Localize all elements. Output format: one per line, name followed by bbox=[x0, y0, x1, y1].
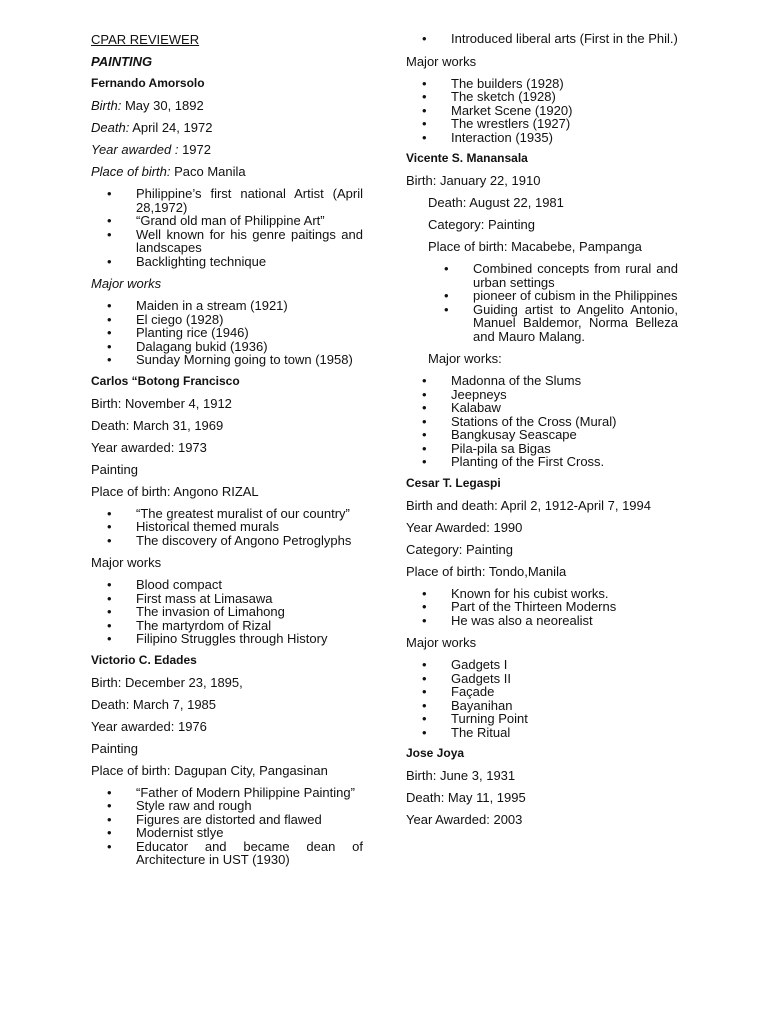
document-header: CPAR REVIEWER bbox=[91, 32, 200, 47]
list-item: • He was also a neorealist bbox=[406, 614, 678, 628]
francisco-works bbox=[91, 578, 363, 646]
list-item: • First mass at Limasawa bbox=[91, 592, 363, 606]
artist-name-amorsolo: Fernando Amorsolo bbox=[91, 76, 205, 90]
manansala-works-label: Major works: bbox=[428, 351, 502, 366]
list-item: • Educator and became dean of Architecture in UST (1930) bbox=[91, 840, 363, 867]
artist-name-francisco: Carlos “Botong Francisco bbox=[91, 373, 240, 388]
list-item: • Gadgets II bbox=[406, 672, 678, 686]
list-item: • Façade bbox=[406, 685, 678, 699]
right-column bbox=[406, 32, 678, 827]
francisco-year: Year awarded: 1973 bbox=[91, 439, 207, 455]
list-item: • Jeepneys bbox=[406, 388, 678, 402]
amorsolo-death: Death: April 24, 1972 bbox=[91, 120, 213, 135]
list-item: • Pila-pila sa Bigas bbox=[406, 442, 678, 456]
list-item: • Planting rice (1946) bbox=[91, 326, 363, 340]
legaspi-category: Category: Painting bbox=[406, 541, 513, 557]
artist-name-manansala: Vicente S. Manansala bbox=[406, 151, 528, 165]
amorsolo-works bbox=[91, 299, 363, 367]
amorsolo-works-label: Major works bbox=[91, 276, 162, 291]
amorsolo-place: Place of birth: Paco Manila bbox=[91, 164, 246, 179]
edades-place: Place of birth: Dagupan City, Pangasinan bbox=[91, 762, 328, 778]
list-item: • Well known for his genre paitings and landscapes bbox=[91, 228, 363, 255]
edades-birth: Birth: December 23, 1895, bbox=[91, 674, 243, 690]
artist-name-legaspi: Cesar T. Legaspi bbox=[406, 475, 501, 490]
manansala-death: Death: August 22, 1981 bbox=[428, 195, 564, 210]
list-item: • Turning Point bbox=[406, 712, 678, 726]
list-item: • Known for his cubist works. bbox=[406, 587, 678, 601]
list-item: • Guiding artist to Angelito Antonio, Manuel Baldemor, Norma Belleza and Mauro Malang. bbox=[406, 303, 678, 344]
list-item: • Filipino Struggles through History bbox=[91, 632, 363, 646]
list-item: • Backlighting technique bbox=[91, 255, 363, 269]
joya-birth: Birth: June 3, 1931 bbox=[406, 768, 516, 783]
list-item: • Philippine’s first national Artist (April 28,1972) bbox=[91, 187, 363, 214]
list-item: • Kalabaw bbox=[406, 401, 678, 415]
list-item: • Historical themed murals bbox=[91, 520, 363, 534]
francisco-death: Death: March 31, 1969 bbox=[91, 417, 224, 433]
list-item: • Interaction (1935) bbox=[406, 131, 678, 145]
list-item: • The invasion of Limahong bbox=[91, 605, 363, 619]
manansala-category: Category: Painting bbox=[428, 217, 535, 232]
joya-death: Death: May 11, 1995 bbox=[406, 790, 526, 805]
manansala-facts bbox=[406, 262, 678, 343]
manansala-works bbox=[406, 374, 678, 469]
list-item: • Bangkusay Seascape bbox=[406, 428, 678, 442]
edades-works-label: Major works bbox=[406, 53, 477, 69]
list-item: • Figures are distorted and flawed bbox=[91, 813, 363, 827]
list-item: • Introduced liberal arts (First in the Phil.) bbox=[406, 32, 678, 46]
list-item: • “Father of Modern Philippine Painting” bbox=[91, 786, 363, 800]
amorsolo-year: Year awarded : 1972 bbox=[91, 142, 211, 157]
list-item: • Madonna of the Slums bbox=[406, 374, 678, 388]
manansala-place: Place of birth: Macabebe, Pampanga bbox=[428, 239, 642, 254]
francisco-category: Painting bbox=[91, 461, 138, 477]
list-item: • pioneer of cubism in the Philippines bbox=[406, 289, 678, 303]
legaspi-birth-death: Birth and death: April 2, 1912-April 7, 1994 bbox=[406, 497, 651, 513]
list-item: • The builders (1928) bbox=[406, 77, 678, 91]
left-column bbox=[91, 32, 363, 867]
list-item: • Blood compact bbox=[91, 578, 363, 592]
legaspi-works bbox=[406, 658, 678, 739]
list-item: • Style raw and rough bbox=[91, 799, 363, 813]
list-item: • Dalagang bukid (1936) bbox=[91, 340, 363, 354]
list-item: • The Ritual bbox=[406, 726, 678, 740]
edades-category: Painting bbox=[91, 740, 138, 756]
list-item: • The martyrdom of Rizal bbox=[91, 619, 363, 633]
list-item: • The wrestlers (1927) bbox=[406, 117, 678, 131]
list-item: • Part of the Thirteen Moderns bbox=[406, 600, 678, 614]
edades-facts-continued bbox=[406, 32, 678, 46]
francisco-birth: Birth: November 4, 1912 bbox=[91, 395, 232, 411]
artist-name-joya: Jose Joya bbox=[406, 746, 465, 760]
list-item: • El ciego (1928) bbox=[91, 313, 363, 327]
artist-name-edades: Victorio C. Edades bbox=[91, 652, 197, 667]
edades-facts bbox=[91, 786, 363, 867]
list-item: • Bayanihan bbox=[406, 699, 678, 713]
legaspi-place: Place of birth: Tondo,Manila bbox=[406, 563, 567, 579]
list-item: • Market Scene (1920) bbox=[406, 104, 678, 118]
edades-death: Death: March 7, 1985 bbox=[91, 696, 217, 712]
amorsolo-birth: Birth: May 30, 1892 bbox=[91, 98, 204, 113]
list-item: • Sunday Morning going to town (1958) bbox=[91, 353, 363, 367]
list-item: • Maiden in a stream (1921) bbox=[91, 299, 363, 313]
list-item: • Combined concepts from rural and urban settings bbox=[406, 262, 678, 289]
edades-year: Year awarded: 1976 bbox=[91, 718, 207, 734]
list-item: • Modernist stlye bbox=[91, 826, 363, 840]
francisco-works-label: Major works bbox=[91, 555, 162, 570]
amorsolo-facts bbox=[91, 187, 363, 268]
legaspi-works-label: Major works bbox=[406, 635, 477, 650]
list-item: • The sketch (1928) bbox=[406, 90, 678, 104]
legaspi-year: Year Awarded: 1990 bbox=[406, 519, 523, 535]
legaspi-facts bbox=[406, 587, 678, 628]
list-item: • The discovery of Angono Petroglyphs bbox=[91, 534, 363, 548]
francisco-facts bbox=[91, 507, 363, 548]
joya-year: Year Awarded: 2003 bbox=[406, 812, 523, 827]
section-title: PAINTING bbox=[91, 54, 153, 69]
manansala-birth: Birth: January 22, 1910 bbox=[406, 173, 541, 188]
list-item: • Gadgets I bbox=[406, 658, 678, 672]
francisco-place: Place of birth: Angono RIZAL bbox=[91, 483, 259, 499]
edades-works bbox=[406, 77, 678, 145]
list-item: • “The greatest muralist of our country” bbox=[91, 507, 363, 521]
list-item: • Planting of the First Cross. bbox=[406, 455, 678, 469]
list-item: • Stations of the Cross (Mural) bbox=[406, 415, 678, 429]
list-item: • “Grand old man of Philippine Art” bbox=[91, 214, 363, 228]
